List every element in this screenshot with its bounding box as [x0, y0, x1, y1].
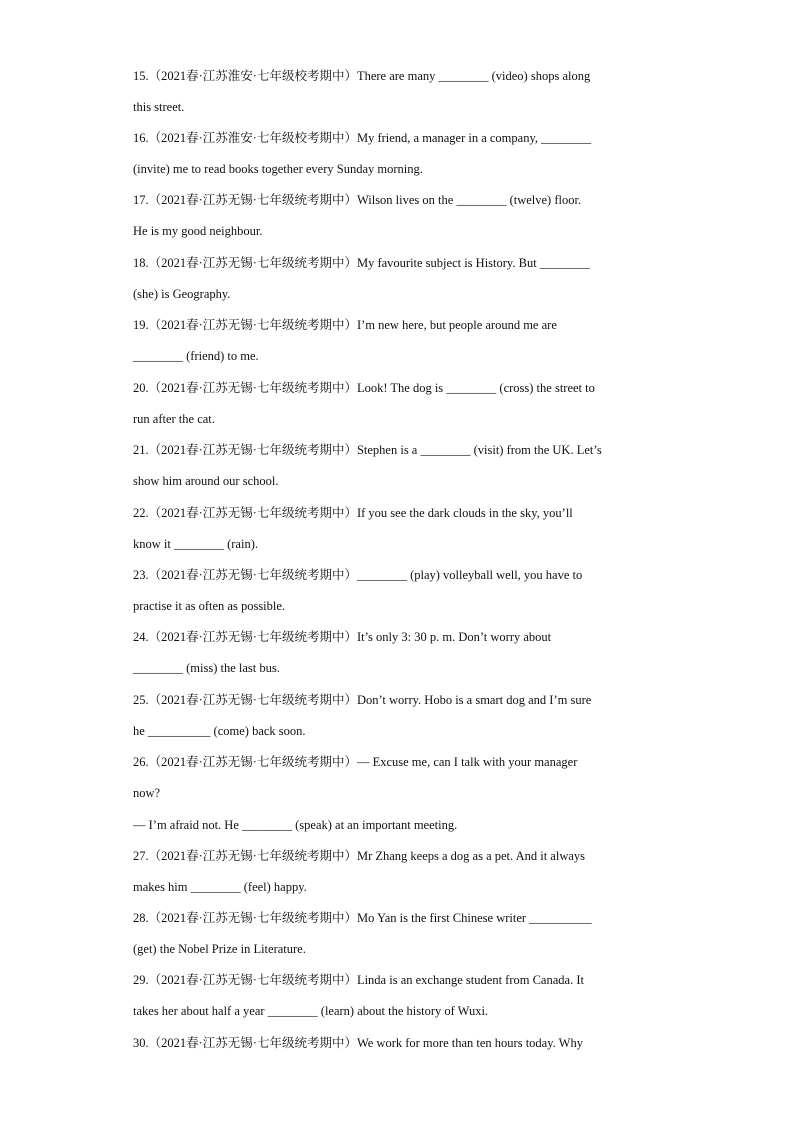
- question-line: makes him ________ (feel) happy.: [133, 880, 307, 895]
- question-line: 19.（2021春·江苏无锡·七年级统考期中）I’m new here, but people around me are: [133, 318, 557, 332]
- question-22: [133, 504, 668, 567]
- question-line: 25.（2021春·江苏无锡·七年级统考期中）Don’t worry. Hobo is a smart dog and I’m sure: [133, 693, 592, 707]
- question-28: [133, 909, 668, 972]
- question-29: [133, 971, 668, 1034]
- question-line: (get) the Nobel Prize in Literature.: [133, 942, 306, 957]
- question-line: 26.（2021春·江苏无锡·七年级统考期中）— Excuse me, can I talk with your manager: [133, 755, 578, 769]
- question-line: 30.（2021春·江苏无锡·七年级统考期中）We work for more than ten hours today. Why: [133, 1036, 583, 1050]
- question-line: 18.（2021春·江苏无锡·七年级统考期中）My favourite subject is History. But ________: [133, 256, 590, 270]
- question-line: 22.（2021春·江苏无锡·七年级统考期中）If you see the dark clouds in the sky, you’ll: [133, 506, 573, 520]
- question-line: know it ________ (rain).: [133, 537, 258, 552]
- question-19: [133, 316, 668, 379]
- question-25: [133, 691, 668, 754]
- question-line: run after the cat.: [133, 412, 215, 427]
- question-line: this street.: [133, 100, 185, 115]
- question-16: [133, 129, 668, 192]
- question-line: show him around our school.: [133, 474, 279, 489]
- question-line: takes her about half a year ________ (learn) about the history of Wuxi.: [133, 1004, 489, 1019]
- question-line: practise it as often as possible.: [133, 599, 286, 614]
- question-line: now?: [133, 786, 161, 801]
- question-20: [133, 379, 668, 442]
- question-23: [133, 566, 668, 629]
- question-line: (invite) me to read books together every Sunday morning.: [133, 162, 423, 177]
- question-line: ________ (friend) to me.: [133, 349, 259, 364]
- question-21: [133, 441, 668, 504]
- question-line: 28.（2021春·江苏无锡·七年级统考期中）Mo Yan is the first Chinese writer __________: [133, 911, 592, 925]
- question-line: 20.（2021春·江苏无锡·七年级统考期中）Look! The dog is ________ (cross) the street to: [133, 381, 595, 395]
- question-line: — I’m afraid not. He ________ (speak) at an important meeting.: [133, 817, 458, 832]
- question-30: [133, 1034, 668, 1065]
- question-27: [133, 847, 668, 910]
- question-18: [133, 254, 668, 317]
- question-15: [133, 67, 668, 130]
- question-24: [133, 628, 668, 691]
- question-17: [133, 191, 668, 254]
- question-line: 29.（2021春·江苏无锡·七年级统考期中）Linda is an exchange student from Canada. It: [133, 973, 584, 987]
- question-line: he __________ (come) back soon.: [133, 724, 306, 739]
- question-26: [133, 753, 668, 847]
- question-line: ________ (miss) the last bus.: [133, 661, 280, 676]
- question-line: He is my good neighbour.: [133, 224, 263, 239]
- question-line: 23.（2021春·江苏无锡·七年级统考期中）________ (play) volleyball well, you have to: [133, 568, 583, 582]
- question-line: 15.（2021春·江苏淮安·七年级校考期中）There are many ________ (video) shops along: [133, 69, 591, 83]
- question-line: 16.（2021春·江苏淮安·七年级校考期中）My friend, a manager in a company, ________: [133, 131, 592, 145]
- question-line: 24.（2021春·江苏无锡·七年级统考期中）It’s only 3: 30 p. m. Don’t worry about: [133, 630, 552, 644]
- question-line: 27.（2021春·江苏无锡·七年级统考期中）Mr Zhang keeps a dog as a pet. And it always: [133, 849, 586, 863]
- question-line: 17.（2021春·江苏无锡·七年级统考期中）Wilson lives on the ________ (twelve) floor.: [133, 193, 582, 207]
- question-line: (she) is Geography.: [133, 287, 231, 302]
- question-line: 21.（2021春·江苏无锡·七年级统考期中）Stephen is a ________ (visit) from the UK. Let’s: [133, 443, 602, 457]
